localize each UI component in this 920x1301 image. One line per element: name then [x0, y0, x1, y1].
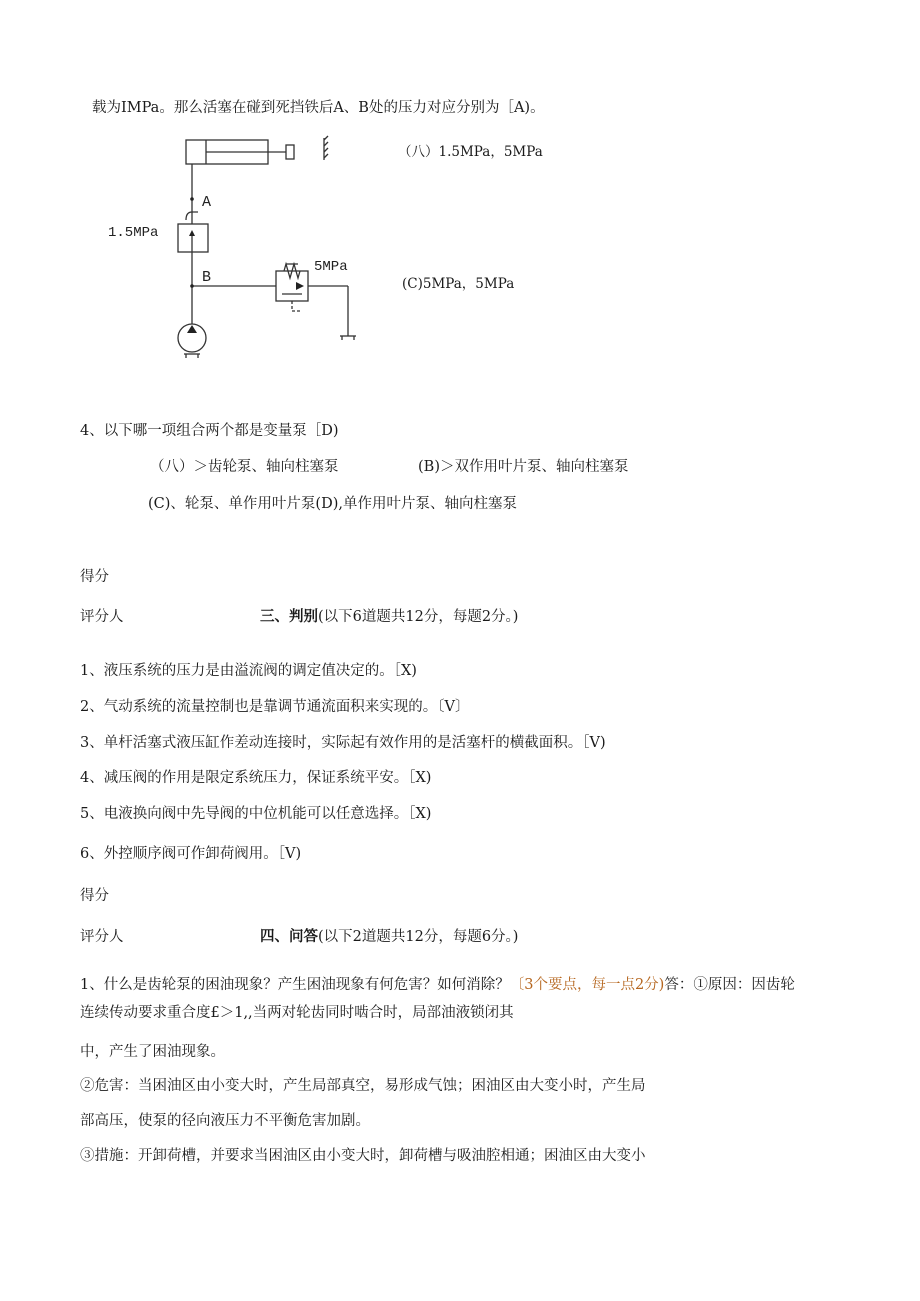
section3-info: (以下6道题共12分，每题2分。) [318, 609, 519, 625]
pressure-reducing-valve [178, 224, 208, 252]
q4-stem: 4、以下哪一项组合两个都是变量泵［D) [80, 423, 339, 439]
judge-item-6: 6、外控顺序阀可作卸荷阀用。［V) [80, 846, 302, 862]
label-left-pressure: 1.5MPa [108, 225, 159, 241]
node-a [190, 197, 194, 201]
qa-question-1 [80, 975, 795, 995]
q4-option-cd: (C)、轮泵、单作用叶片泵(D),单作用叶片泵、轴向柱塞泵 [148, 496, 517, 512]
section4-info: (以下2道题共12分，每题6分。) [318, 929, 519, 945]
qa-question-1-note: 〔3个要点，每一点2分) [509, 977, 665, 993]
qa-answer-line-5: ③措施：开卸荷槽，并要求当困油区由小变大时，卸荷槽与吸油腔相通；困油区由大变小 [80, 1148, 646, 1164]
qa-answer-line-3: ②危害：当困油区由小变大时，产生局部真空，易形成气蚀；困油区由大变小时，产生局 [80, 1078, 646, 1094]
judge-item-4: 4、减压阀的作用是限定系统压力，保证系统平安。［X) [80, 770, 432, 786]
node-b [190, 284, 194, 288]
qa-question-1-text: 1、什么是齿轮泵的困油现象？产生困油现象有何危害？如何消除？ [80, 977, 510, 993]
valve-arrow-icon [189, 230, 195, 236]
q3-stem: 载为IMPa。那么活塞在碰到死挡铁后A、B处的压力对应分别为［A)。 [92, 100, 545, 116]
qa-answer-line-2: 中，产生了困油现象。 [80, 1044, 225, 1060]
label-right-pressure: 5MPa [314, 259, 348, 275]
section3-grader-label: 评分人 [80, 609, 124, 625]
judge-item-1: 1、液压系统的压力是由溢流阀的调定值决定的。［X) [80, 663, 417, 679]
q4-option-a: （八）＞齿轮泵、轴向柱塞泵 [150, 459, 339, 475]
judge-item-2: 2、气动系统的流量控制也是靠调节通流面积来实现的。〔V〕 [80, 699, 470, 715]
hydraulic-circuit-diagram [100, 128, 370, 378]
section3-title: 三、判别 [260, 608, 318, 625]
section3-score-label: 得分 [80, 569, 109, 585]
judge-item-5: 5、电液换向阀中先导阀的中位机能可以任意选择。［X) [80, 806, 432, 822]
label-b: B [202, 269, 212, 286]
section4-score-label: 得分 [80, 888, 109, 904]
section4-title: 四、问答 [260, 928, 318, 945]
section4-grader-label: 评分人 [80, 929, 124, 945]
qa-answer-line-4: 部高压，使泵的径向液压力不平衡危害加剧。 [80, 1113, 370, 1129]
relief-arrow-icon [296, 282, 304, 290]
q3-option-c: (C)5MPa，5MPa [402, 276, 515, 292]
section4-heading [260, 927, 518, 947]
judge-item-3: 3、单杆活塞式液压缸作差动连接时，实际起有效作用的是活塞杆的横截面积。［V) [80, 735, 606, 751]
qa-answer-line-1: 连续传动要求重合度£＞1,,当两对轮齿同时啮合时，局部油液锁闭其 [80, 1005, 514, 1021]
qa-question-1-answer-start: 答：①原因：因齿轮 [664, 977, 795, 993]
section3-heading [260, 607, 518, 627]
q4-option-b: (B)＞双作用叶片泵、轴向柱塞泵 [418, 459, 629, 475]
pump-arrow-icon [187, 325, 197, 333]
q3-option-a: （八）1.5MPa，5MPa [398, 144, 543, 160]
label-a: A [202, 194, 212, 211]
